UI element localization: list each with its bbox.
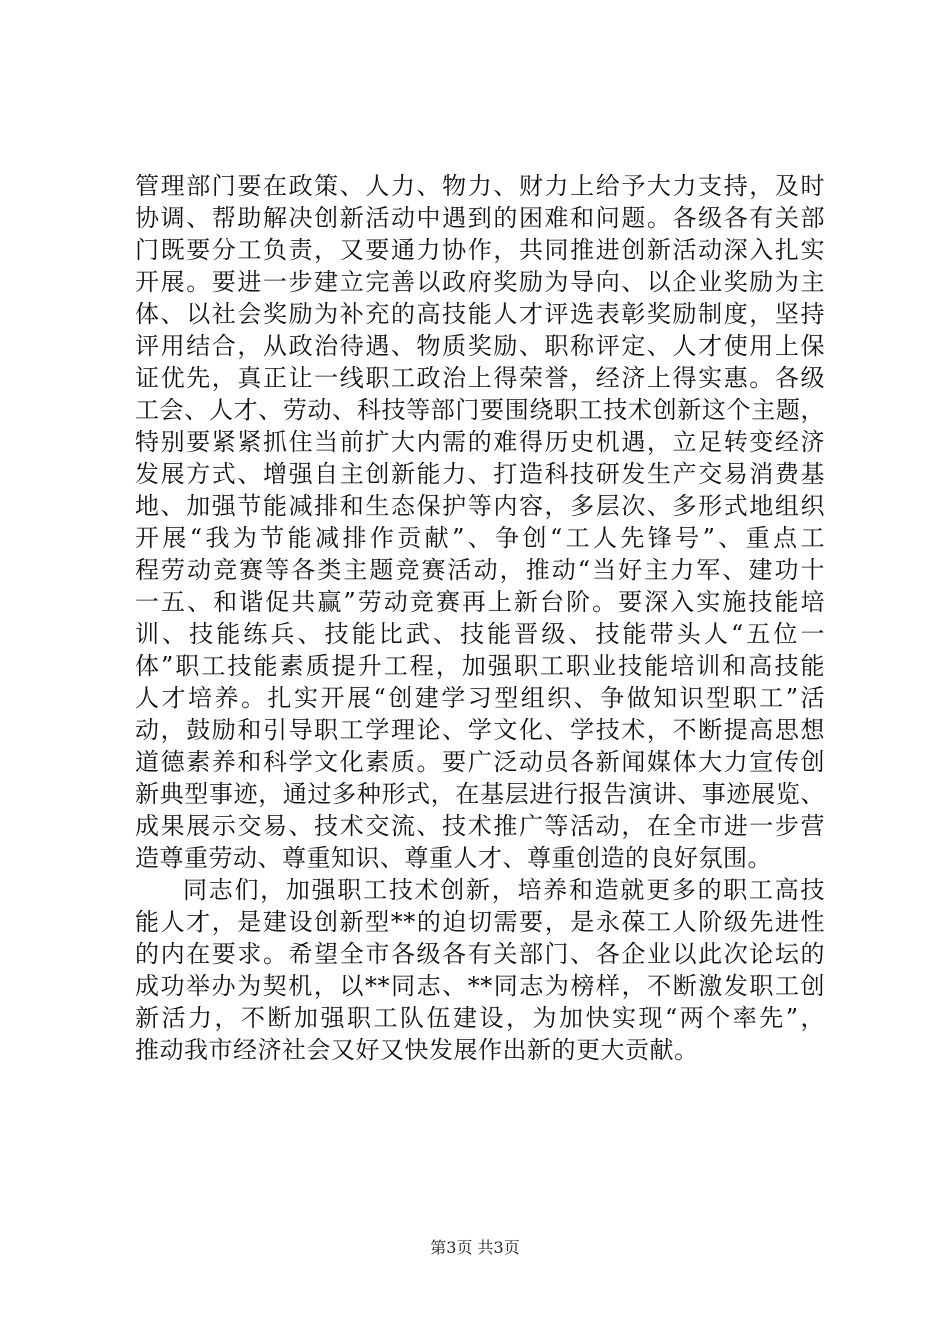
text-line: 新活力，不断加强职工队伍建设，为加快实现“两个率先”， — [135, 1004, 825, 1032]
text-line: 推动我市经济社会又好又快发展作出新的更大贡献。 — [135, 1036, 699, 1064]
text-line: 评用结合，从政治待遇、物质奖励、职称评定、人才使用上保 — [135, 332, 825, 360]
document-body — [135, 170, 825, 1066]
paragraph-2 — [135, 874, 825, 1066]
text-line: 同志们，加强职工技术创新，培养和造就更多的职工高技 — [183, 876, 825, 904]
text-line: 开展“我为节能减排作贡献”、争创“工人先锋号”、重点工 — [135, 524, 825, 552]
text-line: 体”职工技能素质提升工程，加强职工职业技能培训和高技能 — [135, 652, 825, 680]
text-line: 管理部门要在政策、人力、物力、财力上给予大力支持，及时 — [135, 172, 825, 200]
text-line: 道德素养和科学文化素质。要广泛动员各新闻媒体大力宣传创 — [135, 748, 825, 776]
text-line: 一五、和谐促共赢”劳动竞赛再上新台阶。要深入实施技能培 — [135, 588, 825, 616]
text-line: 地、加强节能减排和生态保护等内容，多层次、多形式地组织 — [135, 492, 825, 520]
text-line: 工会、人才、劳动、科技等部门要围绕职工技术创新这个主题， — [135, 396, 825, 424]
text-line: 成功举办为契机，以**同志、**同志为榜样，不断激发职工创 — [135, 972, 825, 1000]
page-number-footer: 第3页 共3页 — [430, 1238, 520, 1257]
text-line: 成果展示交易、技术交流、技术推广等活动，在全市进一步营 — [135, 812, 825, 840]
text-line: 动，鼓励和引导职工学理论、学文化、学技术，不断提高思想 — [135, 716, 825, 744]
text-line: 体、以社会奖励为补充的高技能人才评选表彰奖励制度，坚持 — [135, 300, 825, 328]
text-line: 门既要分工负责，又要通力协作，共同推进创新活动深入扎实 — [135, 236, 825, 264]
text-line: 发展方式、增强自主创新能力、打造科技研发生产交易消费基 — [135, 460, 825, 488]
text-line: 人才培养。扎实开展“创建学习型组织、争做知识型职工”活 — [135, 684, 825, 712]
text-line: 能人才，是建设创新型**的迫切需要，是永葆工人阶级先进性 — [135, 908, 825, 936]
text-line: 程劳动竞赛等各类主题竞赛活动，推动“当好主力军、建功十 — [135, 556, 825, 584]
text-line: 造尊重劳动、尊重知识、尊重人才、尊重创造的良好氛围。 — [135, 844, 772, 872]
text-line: 特别要紧紧抓住当前扩大内需的难得历史机遇，立足转变经济 — [135, 428, 825, 456]
text-line: 训、技能练兵、技能比武、技能晋级、技能带头人“五位一 — [135, 620, 825, 648]
text-line: 开展。要进一步建立完善以政府奖励为导向、以企业奖励为主 — [135, 268, 825, 296]
text-line: 证优先，真正让一线职工政治上得荣誉，经济上得实惠。各级 — [135, 364, 825, 392]
text-line: 协调、帮助解决创新活动中遇到的困难和问题。各级各有关部 — [135, 204, 825, 232]
text-line: 新典型事迹，通过多种形式，在基层进行报告演讲、事迹展览、 — [135, 780, 825, 808]
text-line: 的内在要求。希望全市各级各有关部门、各企业以此次论坛的 — [135, 940, 825, 968]
paragraph-1 — [135, 170, 825, 874]
